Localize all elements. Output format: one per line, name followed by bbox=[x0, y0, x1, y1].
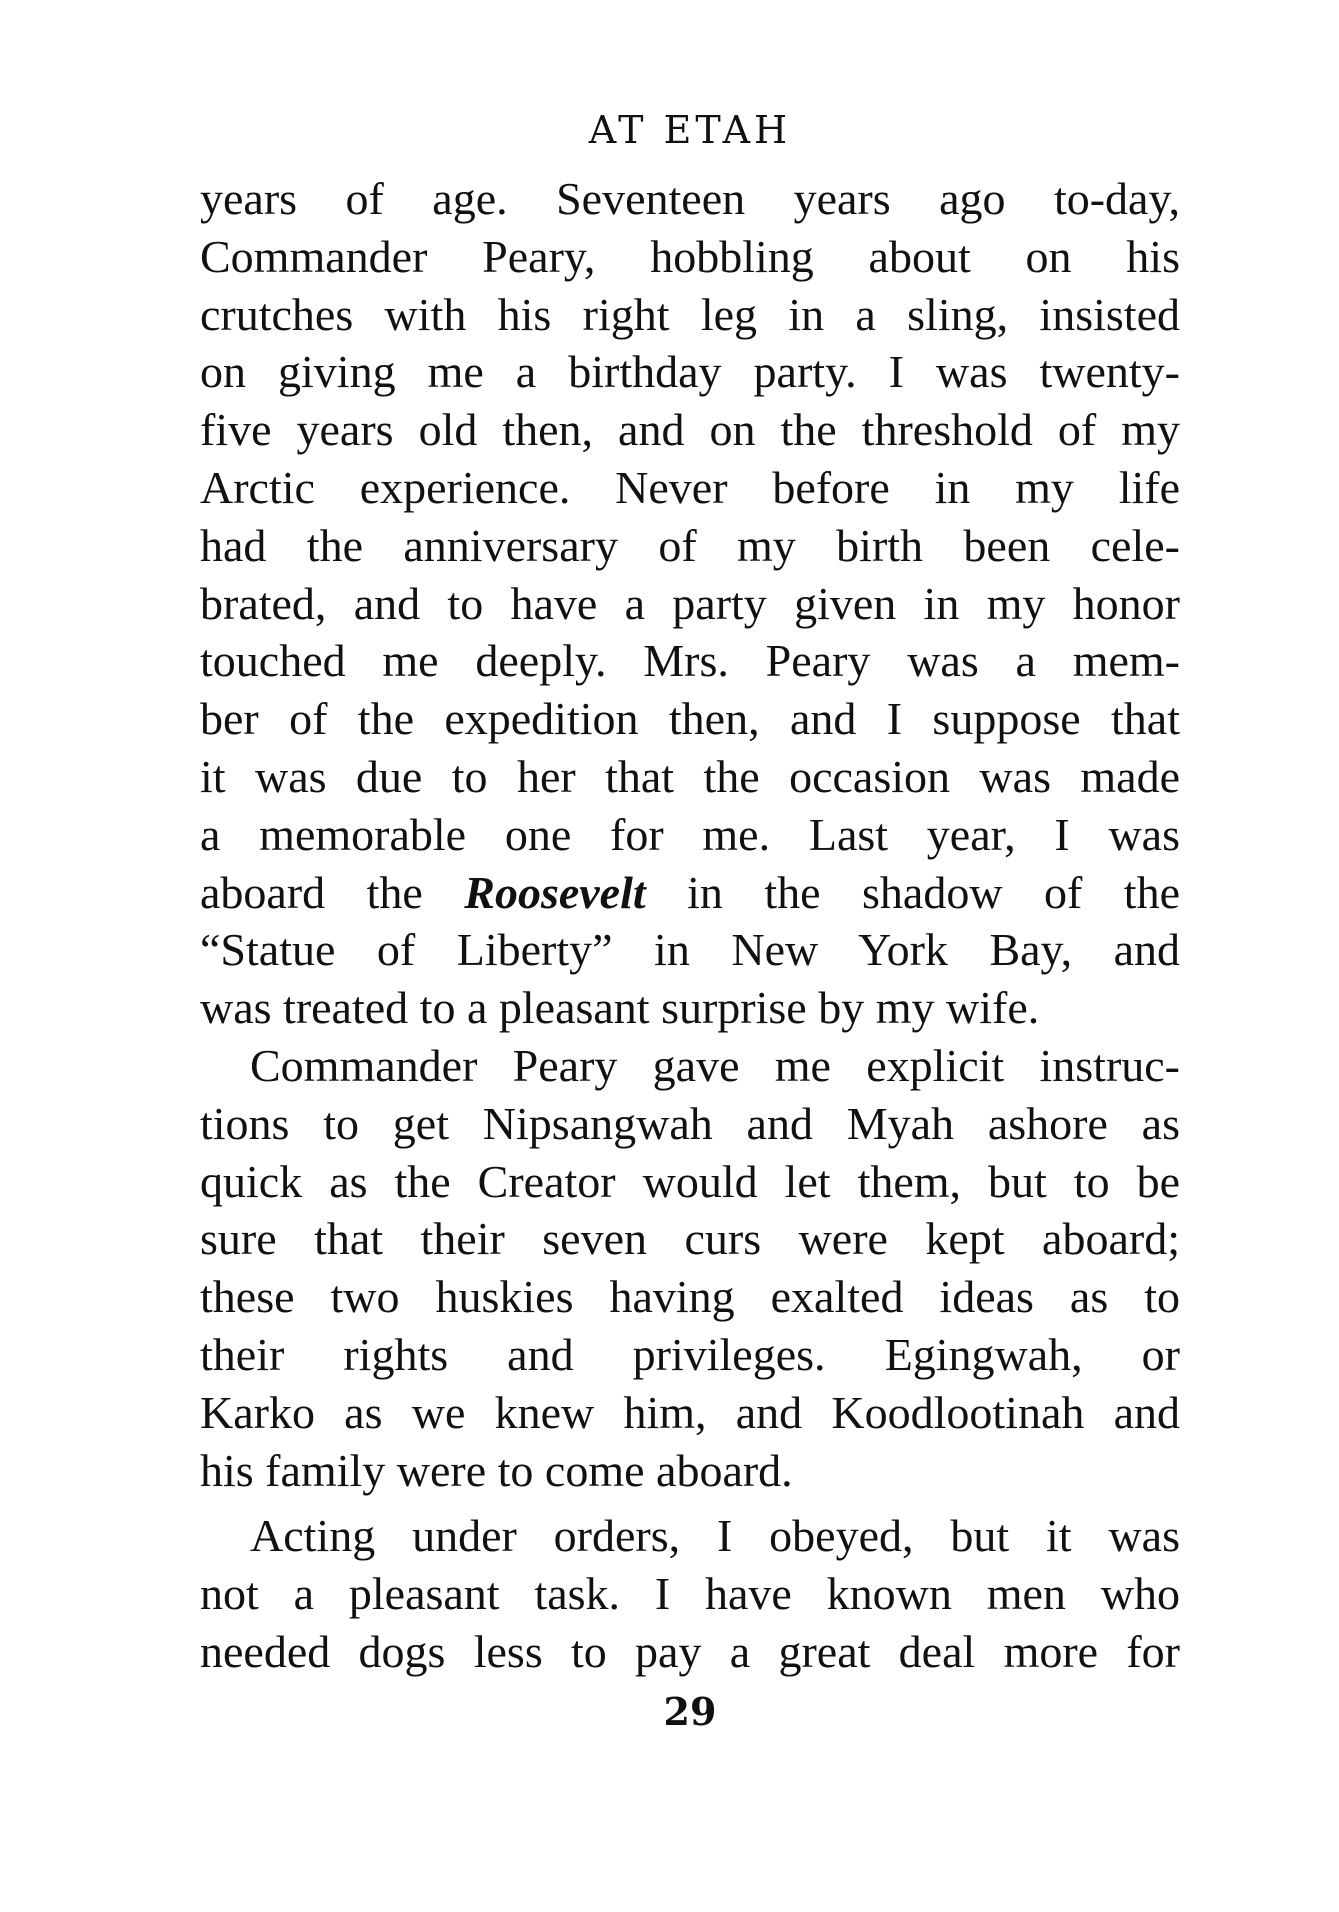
text-fragment: aboard the bbox=[200, 866, 465, 918]
book-page bbox=[200, 100, 1180, 1734]
text-line: on giving me a birthday party. I was twenty- bbox=[200, 346, 1180, 398]
text-fragment: in the shadow of the bbox=[645, 866, 1180, 918]
text-line: not a pleasant task. I have known men who bbox=[200, 1568, 1180, 1620]
text-line: a memorable one for me. Last year, I was bbox=[200, 808, 1180, 860]
paragraph-gap bbox=[200, 1499, 1180, 1507]
text-line: his family were to come aboard. bbox=[200, 1444, 793, 1496]
paragraph-3 bbox=[200, 1507, 1180, 1680]
running-head: AT ETAH bbox=[588, 108, 792, 152]
paragraph-2 bbox=[200, 1037, 1180, 1499]
text-line: Karko as we knew him, and Koodlootinah and bbox=[200, 1386, 1180, 1438]
paragraph-1 bbox=[200, 170, 1180, 1037]
text-line: five years old then, and on the threshold of my bbox=[200, 404, 1180, 456]
text-line: Commander Peary, hobbling about on his bbox=[200, 230, 1180, 282]
text-line: years of age. Seventeen years ago to-day, bbox=[200, 173, 1180, 224]
body-text bbox=[200, 170, 1180, 1681]
text-line: sure that their seven curs were kept aboard; bbox=[200, 1213, 1180, 1265]
text-line: brated, and to have a party given in my honor bbox=[200, 577, 1180, 629]
text-line: crutches with his right leg in a sling, insisted bbox=[200, 288, 1180, 340]
text-line: ber of the expedition then, and I suppose that bbox=[200, 693, 1180, 745]
text-line: needed dogs less to pay a great deal more for bbox=[200, 1625, 1180, 1677]
text-line: quick as the Creator would let them, but to be bbox=[200, 1155, 1180, 1207]
text-line: tions to get Nipsangwah and Myah ashore as bbox=[200, 1097, 1180, 1149]
text-line: Commander Peary gave me explicit instruc- bbox=[250, 1039, 1180, 1091]
text-line: was treated to a pleasant surprise by my wife. bbox=[200, 982, 1040, 1034]
page-number: 29 bbox=[663, 1688, 717, 1734]
text-line: their rights and privileges. Egingwah, or bbox=[200, 1328, 1180, 1380]
text-line: touched me deeply. Mrs. Peary was a mem- bbox=[200, 635, 1180, 687]
text-line-with-ship-name bbox=[200, 864, 1180, 922]
ship-name: Roosevelt bbox=[464, 866, 646, 918]
text-line: Arctic experience. Never before in my life bbox=[200, 461, 1180, 513]
text-line: Acting under orders, I obeyed, but it was bbox=[250, 1510, 1180, 1562]
text-line: these two huskies having exalted ideas as to bbox=[200, 1271, 1180, 1323]
text-line: “Statue of Liberty” in New York Bay, and bbox=[200, 924, 1180, 976]
text-line: had the anniversary of my birth been cele- bbox=[200, 519, 1180, 571]
text-line: it was due to her that the occasion was made bbox=[200, 750, 1180, 802]
